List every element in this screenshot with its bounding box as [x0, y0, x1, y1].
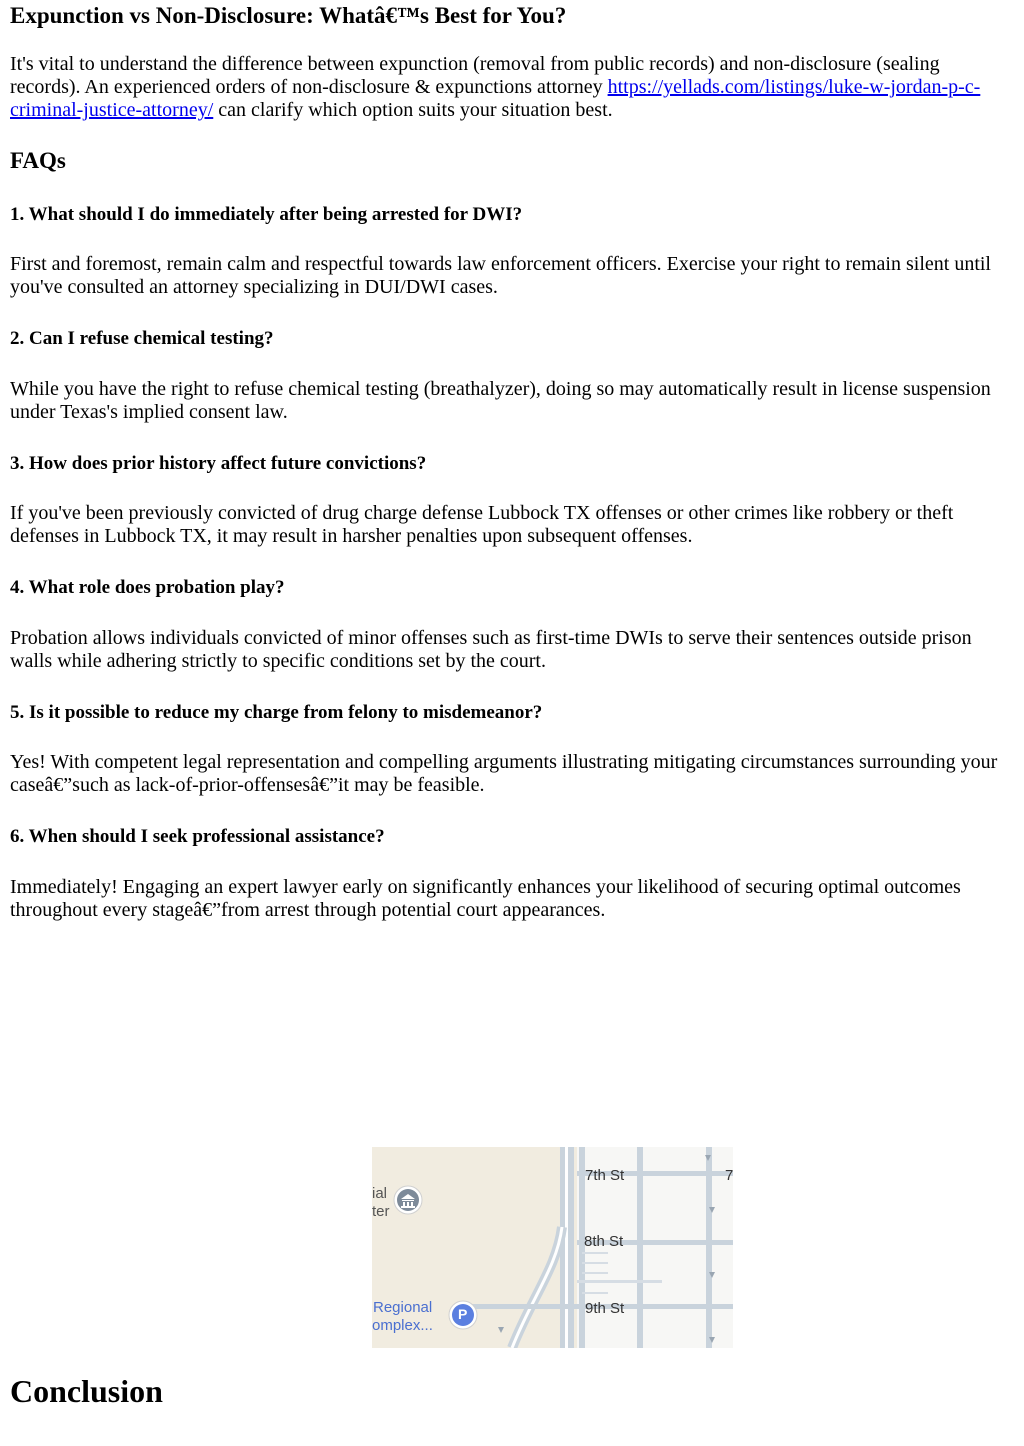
section-text-before-link: It's vital to understand the difference between expunction (removal from public records) and non-disclosure (sealing records). An experienced orders of non-disclosure & expunctions attorney [10, 53, 940, 98]
attorney-link[interactable]: https://yellads.com/listings/luke-w-jordan-p-c-criminal-justice-attorney/ [10, 76, 981, 121]
map-street-minor [577, 1280, 662, 1283]
map-label-poi-line-2: ter [372, 1203, 390, 1220]
map-label-complex: omplex... [372, 1317, 433, 1334]
section-text-after-link: can clarify which option suits your situation best. [213, 99, 613, 121]
parking-letter: P [458, 1306, 468, 1322]
map-alley [582, 1272, 608, 1274]
map-alley [582, 1252, 608, 1254]
map-label-edge: 7 [725, 1167, 733, 1184]
map-alley [582, 1292, 608, 1294]
faq-question-6: 6. When should I seek professional assistance? [10, 826, 385, 847]
faqs-heading: FAQs [10, 148, 66, 173]
map-road-main-center [565, 1147, 568, 1348]
map-label-8th-st: 8th St [584, 1233, 624, 1250]
map-label-7th-st: 7th St [585, 1167, 625, 1184]
faq-answer-1: First and foremost, remain calm and respectful towards law enforcement officers. Exercise your right to remain silent until you've consulted an attorney specializing in DUI/DWI cases. [10, 253, 991, 298]
conclusion-heading: Conclusion [10, 1373, 163, 1409]
map-road-avenue-2 [706, 1147, 712, 1348]
map-embed[interactable] [372, 1147, 733, 1348]
faq-answer-4: Probation allows individuals convicted of minor offenses such as first-time DWIs to serve their sentences outside prison walls while adhering strictly to specific conditions set by the court. [10, 627, 972, 672]
faq-answer-5: Yes! With competent legal representation and compelling arguments illustrating mitigating circumstances surrounding your caseâ€”such as lack-of-prior-offensesâ€”it may be feasible. [10, 751, 998, 796]
faq-question-2: 2. Can I refuse chemical testing? [10, 328, 274, 349]
faq-answer-6: Immediately! Engaging an expert lawyer early on significantly enhances your likelihood of securing optimal outcomes throughout every stageâ€”from arrest through potential court appearances. [10, 876, 961, 921]
map-label-poi-line-1: ial [372, 1185, 388, 1202]
faq-question-4: 4. What role does probation play? [10, 577, 285, 598]
map-alley [582, 1262, 608, 1264]
faq-answer-3: If you've been previously convicted of drug charge defense Lubbock TX offenses or other crimes like robbery or theft defenses in Lubbock TX, it may result in harsher penalties upon subsequent offenses. [10, 502, 954, 547]
section-heading: Expunction vs Non-Disclosure: Whatâ€™s Best for You? [10, 3, 567, 28]
map-label-regional: Regional [373, 1299, 433, 1316]
faq-answer-2: While you have the right to refuse chemical testing (breathalyzer), doing so may automatically result in license suspension under Texas's implied consent law. [10, 378, 991, 423]
faq-question-5: 5. Is it possible to reduce my charge from felony to misdemeanor? [10, 702, 543, 723]
faq-question-1: 1. What should I do immediately after being arrested for DWI? [10, 204, 523, 225]
section-paragraph [10, 53, 1014, 122]
faq-question-3: 3. How does prior history affect future convictions? [10, 453, 427, 474]
map-label-9th-st: 9th St [585, 1300, 625, 1317]
map-road-avenue-1 [637, 1147, 643, 1348]
